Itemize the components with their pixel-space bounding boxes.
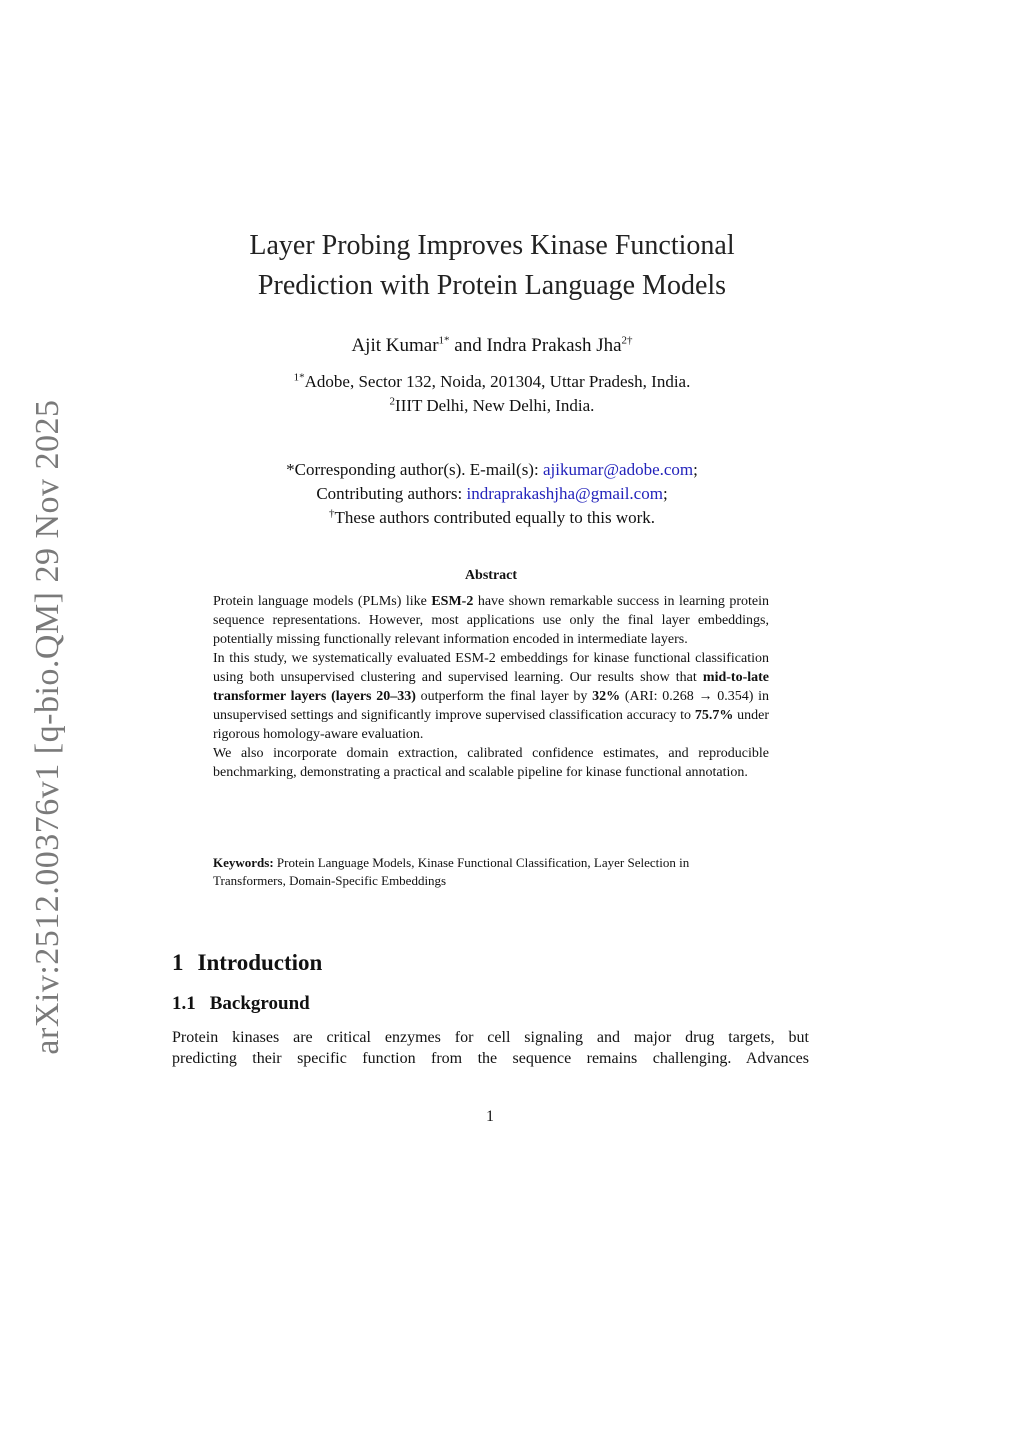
body-line-1: Protein kinases are critical enzymes for cell signaling and major drug targets, but bbox=[172, 1029, 809, 1046]
abstract-p2-bold-pct: 32% bbox=[592, 689, 621, 704]
abstract-body bbox=[213, 592, 769, 782]
abstract-p2-g: under rigorous homology-aware evaluation. bbox=[213, 708, 769, 742]
corresponding-prefix: *Corresponding author(s). E-mail(s): bbox=[286, 460, 543, 479]
abstract-heading: Abstract bbox=[464, 568, 518, 583]
body-paragraph bbox=[172, 1027, 809, 1069]
corresponding-suffix: ; bbox=[693, 460, 698, 479]
paper-title bbox=[212, 226, 772, 306]
abstract-p1-bold: ESM-2 bbox=[431, 594, 474, 609]
equal-contribution-text: These authors contributed equally to this work. bbox=[334, 508, 656, 527]
arxiv-side-stamp: arXiv:2512.00376v1 [q-bio.QM] 29 Nov 2025 bbox=[29, 399, 66, 1055]
abstract-paragraph-1 bbox=[213, 592, 769, 649]
dagger-mark: † bbox=[328, 507, 335, 520]
corresponding-line bbox=[212, 458, 772, 482]
affiliations bbox=[212, 370, 772, 418]
abstract-paragraph-2 bbox=[213, 649, 769, 744]
abstract-p2-c: outperform the final layer by bbox=[415, 689, 593, 704]
abstract-paragraph-3: We also incorporate domain extraction, calibrated confidence estimates, and reproducible benchmarking, demonstrating a practical and scalable pipeline for kinase functional annotation. bbox=[213, 746, 769, 780]
corresponding-email-link[interactable]: ajikumar@adobe.com bbox=[542, 460, 694, 479]
contributing-line bbox=[212, 482, 772, 506]
keywords-block bbox=[213, 854, 743, 889]
affiliation-mark-1: 1* bbox=[293, 371, 305, 384]
author-list bbox=[212, 334, 772, 358]
keywords-text: Protein Language Models, Kinase Functional Classification, Layer Selection in Transformers, Domain-Specific Embeddings bbox=[213, 855, 690, 888]
abstract-p2-bold-layers: mid-to-late transformer layers (layers 20–33) bbox=[213, 670, 769, 704]
equal-contribution-note bbox=[212, 506, 772, 530]
author-name-1: Ajit Kumar bbox=[351, 335, 439, 356]
subsection-title: Background bbox=[209, 993, 310, 1014]
subsection-heading bbox=[172, 993, 310, 1015]
author-mark-1: 1* bbox=[438, 334, 450, 347]
affiliation-1 bbox=[212, 370, 772, 394]
contributing-prefix: Contributing authors: bbox=[316, 484, 467, 503]
title-line-1: Layer Probing Improves Kinase Functional bbox=[249, 230, 735, 261]
section-heading bbox=[172, 950, 322, 976]
author-joiner: and bbox=[449, 335, 487, 356]
subsection-number: 1.1 bbox=[172, 993, 196, 1014]
affiliation-2 bbox=[212, 394, 772, 418]
abstract-p2-a: In this study, we systematically evaluated ESM-2 embeddings for kinase functional classification using both unsupervised clustering and supervised learning. Our results show that bbox=[213, 651, 769, 685]
abstract-p2-e: (ARI: 0.268 → 0.354) in unsupervised settings and significantly improve supervised classification accuracy to bbox=[213, 689, 769, 723]
body-line-2: predicting their specific function from the sequence remains challenging. Advances bbox=[172, 1050, 809, 1067]
contributing-suffix: ; bbox=[662, 484, 668, 503]
author-name-2: Indra Prakash Jha bbox=[486, 335, 622, 356]
abstract-p1-c: have shown remarkable success in learning protein sequence representations. However, most applications use only the final layer embeddings, potentially missing functionally relevant information encoded in intermediate layers. bbox=[213, 594, 769, 647]
abstract-p2-bold-acc: 75.7% bbox=[694, 708, 734, 723]
title-line-2: Prediction with Protein Language Models bbox=[257, 270, 727, 301]
author-mark-2: 2† bbox=[621, 334, 633, 347]
section-number: 1 bbox=[172, 950, 184, 975]
affiliation-text-1: Adobe, Sector 132, Noida, 201304, Uttar Pradesh, India. bbox=[304, 372, 691, 391]
abstract-p1-a: Protein language models (PLMs) like bbox=[213, 594, 432, 609]
affiliation-mark-2: 2 bbox=[389, 395, 396, 408]
affiliation-text-2: IIIT Delhi, New Delhi, India. bbox=[395, 396, 595, 415]
contributing-email-link[interactable]: indraprakashjha@gmail.com bbox=[466, 484, 663, 503]
keywords-label: Keywords: bbox=[213, 855, 274, 870]
page-number: 1 bbox=[486, 1108, 494, 1125]
section-title: Introduction bbox=[197, 950, 323, 975]
correspondence-block bbox=[212, 458, 772, 530]
